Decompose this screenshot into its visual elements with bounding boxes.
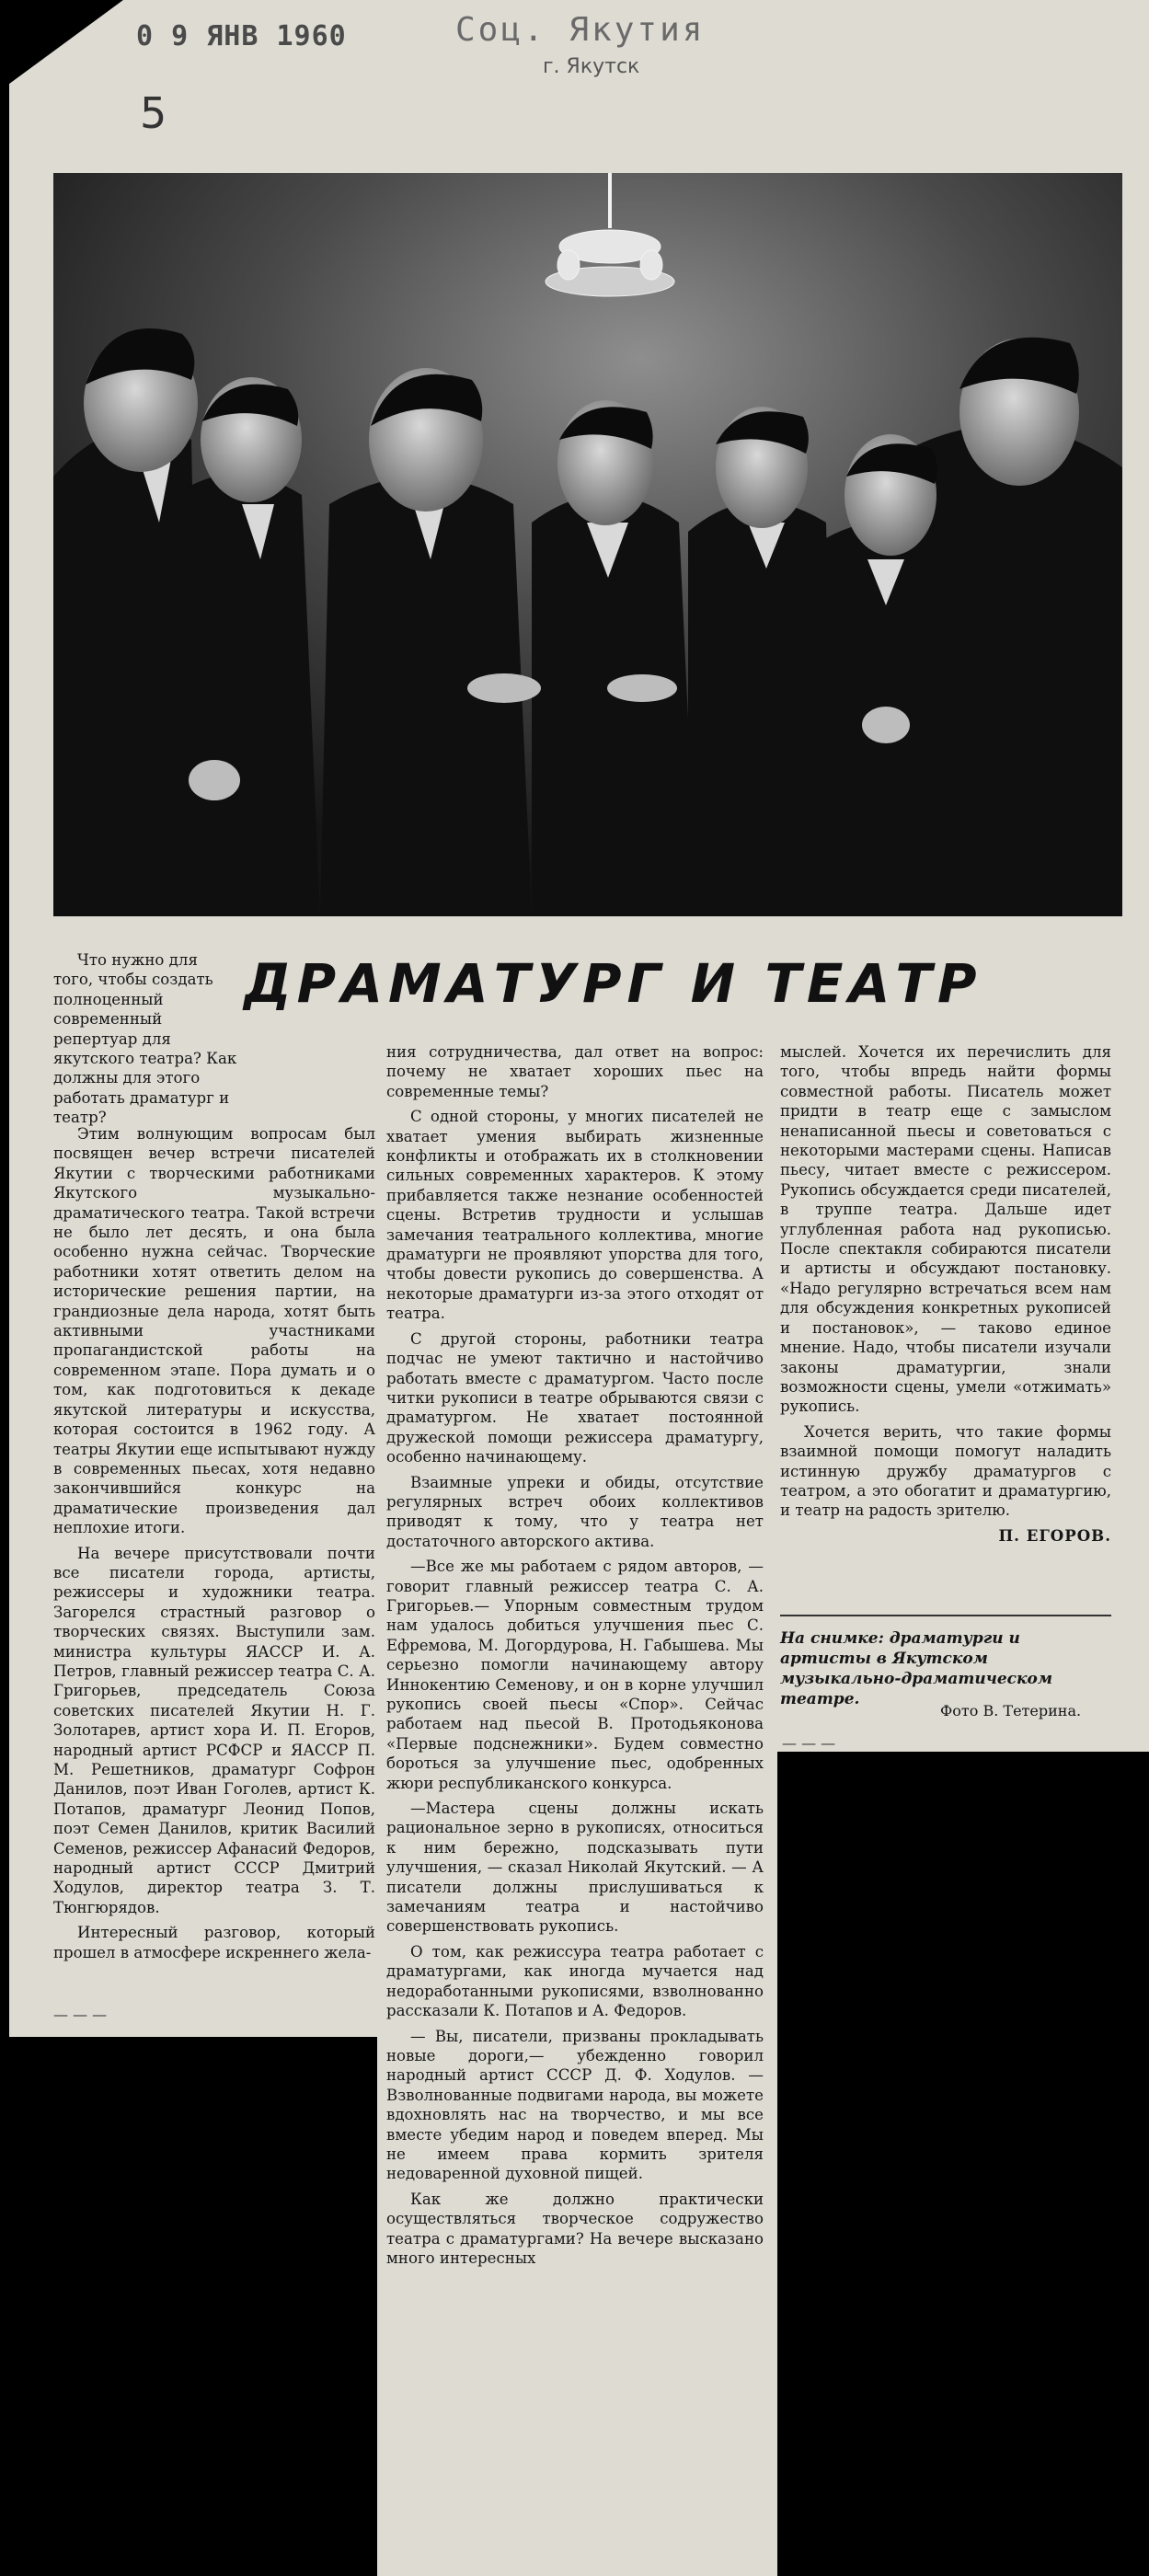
article-column-2 — [386, 1042, 764, 2273]
intro-paragraph: Что нужно для того, чтобы создать полноценный современный репертуар для якутского театра? Как должны для этого работать драматург и театр? — [53, 951, 237, 1127]
photo-caption — [780, 1628, 1111, 1709]
archive-date-stamp: 0 9 ЯНВ 1960 — [136, 20, 347, 52]
group-photo-illustration — [53, 173, 1122, 916]
paragraph: —Мастера сцены должны искать рациональное зерно в рукописях, относиться к ним бережно, подсказывать пути улучшения, — сказал Николай Якутский. — А писатели должны прислушиваться к замечаниям театра и настойчиво совершенствовать рукопись. — [386, 1800, 764, 1936]
city-stamp: г. Якутск — [543, 55, 640, 78]
paragraph: — Вы, писатели, призваны прокладывать новые дороги,— убежденно говорил народный артист СССР Д. Ф. Ходулов. — Взволнованные подвигами народа, вы можете вдохновлять нас на творчество, и мы все вместе убедим народ и поведем вперед. Мы не имеем права кормить зрителя недоваренной духовной пищей. — [386, 2027, 764, 2183]
paragraph: С одной стороны, у многих писателей не хватает умения выбирать жизненные конфликты и отображать их в столкновении сильных современных характеров. К этому прибавляется также незнание особенностей сцены. Встретив трудности и услышав замечания театрального коллектива, многие драматурги не проявляют упорства для того, чтобы довести рукопись до совершенства. А некоторые драматурги из-за этого отходят от театра. — [386, 1108, 764, 1323]
paragraph: Этим волнующим вопросам был посвящен вечер встречи писателей Якутии с творческими работниками Якутского музыкально-драматического театра. Такой встречи не было лет десять, и она была особенно нужна сейчас. Творческие работники хотят ответить делом на исторические решения партии, на грандиозные дела народа, хотят быть активными участниками пропагандистской работы на современном этапе. Пора думать и о том, как подготовиться к декаде якутской литературы и искусства, которая состоится в 1962 году. А театры Якутии еще испытывают нужду в современных пьесах, хотя недавно закончившийся конкурс на драматические произведения дал неплохие итоги. — [53, 1125, 375, 1537]
article-column-3 — [780, 1042, 1111, 1546]
paragraph: На вечере присутствовали почти все писатели города, артисты, режиссеры и художники театра. Загорелся страстный разговор о творческих связях. Выступили зам. министра культуры ЯАССР И. А. Петров, главный режиссер театра С. А. Григорьев, председатель Союза советских писателей Якутии Н. Г. Золотарев, артист хора И. П. Егоров, народный артист РСФСР и ЯАССР П. М. Решетников, драматург Софрон Данилов, поэт Иван Гоголев, артист К. Потапов, драматург Леонид Попов, поэт Семен Данилов, критик Василий Семенов, режиссер Афанасий Федоров, народный артист СССР Дмитрий Ходулов, директор театра З. Т. Тюнгюрядов. — [53, 1544, 375, 1916]
paragraph: Как же должно практически осуществляться творческое содружество театра с драматургами? На вечере высказано много интересных — [386, 2190, 764, 2267]
paragraph: Интересный разговор, который прошел в атмосфере искреннего жела- — [53, 1924, 375, 1961]
headline: ДРАМАТУРГ И ТЕАТР — [244, 952, 982, 1015]
author-signature: П. ЕГОРОВ. — [998, 1525, 1111, 1545]
paragraph: О том, как режиссура театра работает с драматургами, как иногда мучается над недоработанными рукописями, взволнованно рассказали К. Потапов и А. Федоров. — [386, 1942, 764, 2020]
paragraph: ния сотрудничества, дал ответ на вопрос: почему не хватает хороших пьес на современные темы? — [386, 1043, 764, 1100]
handwritten-page-number: 5 — [140, 88, 167, 138]
paragraph: —Все же мы работаем с рядом авторов, —говорит главный режиссер театра С. А. Григорьев.— Упорным совместным трудом нам удалось добиться улучшения пьес С. Ефремова, М. Догордурова, Н. Габышева. Мы серьезно помогли начинающему автору Иннокентию Семенову, и он в корне улучшил рукопись своей пьесы «Спор». Сейчас работаем над пьесой В. Протодьяконова «Первые подснежники». Будем совместно бороться за улучшение пьес, одобренных жюри республиканского конкурса. — [386, 1558, 764, 1792]
photo-caption-text: На снимке: драматурги и артисты в Якутском музыкально-драматическом театре. — [780, 1629, 1053, 1708]
photo-credit: Фото В. Тетерина. — [940, 1702, 1082, 1719]
article-column-1 — [53, 1124, 375, 1968]
column-end-dash: — — — — [782, 1734, 836, 1752]
caption-divider — [780, 1615, 1111, 1616]
paragraph: Взаимные упреки и обиды, отсутствие регулярных встреч обоих коллективов приводят к тому, что у театра нет достаточного авторского актива. — [386, 1473, 764, 1550]
intro-lead — [53, 950, 239, 1128]
paragraph: мыслей. Хочется их перечислить для того, чтобы впредь найти формы совместной работы. Писатель может придти в театр еще с замыслом ненаписанной пьесы и советоваться с некоторыми мастерами сцены. Написав пьесу, читает вместе с режиссером. Рукопись обсуждается среди писателей, в труппе театра. Дальше идет углубленная работа над рукописью. После спектакля собираются писатели и артисты и обсуждают постановку. «Надо регулярно встречаться всем нам для обсуждения конкретных рукописей и постановок», — таково единое мнение. Надо, чтобы писатели изучали законы драматургии, знали возможности сцены, умели «отжимать» рукопись. — [780, 1043, 1111, 1416]
group-photo — [53, 173, 1122, 916]
column-end-dash: — — — — [53, 2006, 108, 2023]
newspaper-name-stamp: Соц. Якутия — [455, 11, 706, 49]
paragraph: С другой стороны, работники театра подчас не умеют тактично и настойчиво работать вместе с драматургом. Часто после читки рукописи в театре обрываются связи с драматургом. Не хватает постоянной дружеской помощи режиссера драматургу, особенно начинающему. — [386, 1329, 764, 1466]
paragraph: Хочется верить, что такие формы взаимной помощи помогут наладить истинную дружбу драматургов с театром, а это обогатит и драматургию, и театр на радость зрителю. — [780, 1422, 1111, 1520]
